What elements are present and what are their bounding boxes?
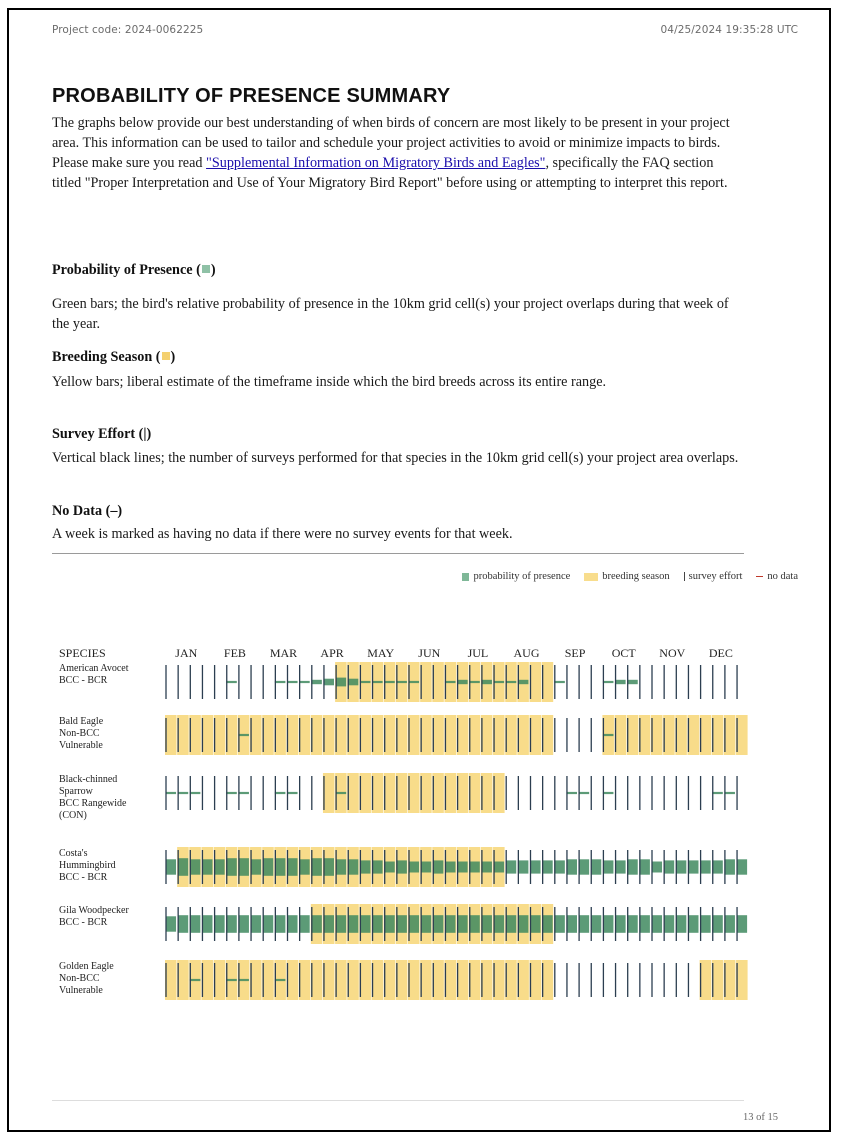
presence-bar	[566, 915, 577, 933]
species-name-line: Vulnerable	[59, 985, 103, 996]
breeding-cell	[359, 715, 371, 755]
breeding-cell	[457, 960, 469, 1000]
breeding-cell	[457, 773, 469, 813]
presence-bar	[469, 915, 480, 933]
species-name-line: Hummingbird	[59, 860, 116, 871]
presence-bar	[627, 915, 638, 933]
presence-bar	[530, 860, 541, 873]
species-name-1	[59, 716, 104, 751]
month-label-oct: OCT	[611, 646, 636, 660]
presence-bar	[226, 979, 237, 981]
presence-bar	[336, 792, 347, 794]
breeding-cell	[177, 715, 189, 755]
presence-bar	[178, 915, 189, 933]
presence-bar	[166, 859, 177, 874]
presence-bar	[688, 860, 699, 873]
breeding-cell	[299, 960, 311, 1000]
breeding-cell	[226, 715, 238, 755]
presence-bar	[652, 915, 663, 933]
presence-bar	[238, 858, 249, 876]
presence-bar	[506, 915, 517, 933]
breeding-cell	[493, 960, 505, 1000]
presence-bar	[688, 915, 699, 933]
breeding-cell	[384, 960, 396, 1000]
presence-bar	[287, 681, 298, 683]
presence-bar	[190, 915, 201, 933]
breeding-cell	[274, 715, 286, 755]
presence-bar	[445, 681, 456, 683]
presence-bar	[178, 792, 189, 794]
presence-bar	[481, 862, 492, 873]
breeding-cell	[201, 960, 213, 1000]
breeding-cell	[505, 715, 517, 755]
breeding-cell	[481, 960, 493, 1000]
presence-bar	[323, 915, 334, 933]
presence-bar	[591, 915, 602, 933]
presence-bar	[724, 915, 735, 933]
month-label-dec: DEC	[708, 646, 733, 660]
breeding-cell	[420, 662, 432, 702]
breeding-cell	[372, 773, 384, 813]
month-label-apr: APR	[320, 646, 344, 660]
breeding-cell	[530, 960, 542, 1000]
breeding-cell	[432, 773, 444, 813]
breeding-cell	[323, 715, 335, 755]
breeding-cell	[542, 960, 554, 1000]
breeding-cell	[505, 960, 517, 1000]
breeding-cell	[287, 960, 299, 1000]
presence-bar	[275, 681, 286, 683]
presence-bar	[396, 860, 407, 873]
presence-bar	[481, 915, 492, 933]
legend-breeding-label: breeding season	[602, 571, 670, 582]
breeding-cell	[493, 773, 505, 813]
presence-bar	[518, 860, 529, 873]
presence-bar	[737, 859, 748, 874]
breeding-cell	[651, 715, 663, 755]
presence-bar	[457, 680, 468, 684]
presence-bar	[494, 681, 505, 683]
presence-bar	[384, 681, 395, 683]
presence-bar	[409, 681, 420, 683]
breeding-cell	[481, 715, 493, 755]
presence-bar	[190, 792, 201, 794]
presence-bar	[615, 680, 626, 684]
breeding-cell	[639, 715, 651, 755]
presence-bar	[579, 859, 590, 874]
month-label-jan: JAN	[175, 646, 198, 660]
breeding-cell	[262, 715, 274, 755]
page-number: 13 of 15	[743, 1112, 778, 1123]
species-name-line: BCC - BCR	[59, 917, 108, 928]
breeding-cell	[372, 960, 384, 1000]
presence-bar	[469, 862, 480, 873]
breeding-cell	[493, 715, 505, 755]
species-name-line: Costa's	[59, 848, 88, 859]
presence-bar	[664, 860, 675, 873]
month-label-mar: MAR	[269, 646, 298, 660]
species-name-line: Vulnerable	[59, 740, 103, 751]
presence-bar	[712, 792, 723, 794]
survey-heading: Survey Effort (|)	[52, 426, 152, 442]
presence-bar	[542, 915, 553, 933]
species-name-line: Black-chinned	[59, 774, 118, 785]
breeding-cell	[262, 960, 274, 1000]
presence-bar	[627, 859, 638, 874]
presence-bar	[481, 680, 492, 684]
breeding-cell	[469, 773, 481, 813]
presence-bar	[360, 860, 371, 873]
supplemental-info-link[interactable]: "Supplemental Information on Migratory Birds and Eagles"	[206, 155, 546, 171]
breeding-cell	[177, 960, 189, 1000]
presence-bar	[700, 860, 711, 873]
presence-bar	[214, 859, 225, 874]
presence-bar	[275, 915, 286, 933]
species-name-line: Non-BCC	[59, 728, 100, 739]
month-label-nov: NOV	[659, 646, 686, 660]
presence-bar	[372, 860, 383, 873]
presence-bar	[676, 860, 687, 873]
breeding-cell	[432, 662, 444, 702]
presence-heading-close: )	[210, 262, 216, 278]
species-name-2	[59, 774, 127, 821]
breeding-cell	[627, 715, 639, 755]
breeding-cell	[420, 960, 432, 1000]
breeding-cell	[323, 960, 335, 1000]
breeding-heading-close: )	[170, 349, 176, 365]
presence-bar	[384, 862, 395, 873]
breeding-cell	[335, 715, 347, 755]
presence-bar	[494, 915, 505, 933]
breeding-cell	[542, 715, 554, 755]
species-name-line: BCC Rangewide	[59, 798, 127, 809]
legend-presence-label: probability of presence	[473, 571, 571, 582]
species-name-line: BCC - BCR	[59, 675, 108, 686]
presence-bar	[336, 678, 347, 687]
presence-bar	[178, 858, 189, 876]
breeding-cell	[481, 773, 493, 813]
presence-bar	[579, 792, 590, 794]
nodata-description: A week is marked as having no data if there were no survey events for that week.	[52, 526, 513, 542]
breeding-cell	[615, 715, 627, 755]
breeding-cell	[736, 715, 748, 755]
presence-bar	[166, 792, 177, 794]
species-name-3	[59, 848, 116, 883]
presence-bar	[190, 859, 201, 874]
presence-bar	[664, 915, 675, 933]
footer-divider	[52, 1100, 744, 1101]
breeding-cell	[189, 715, 201, 755]
presence-bar	[445, 862, 456, 873]
presence-bar	[615, 860, 626, 873]
presence-bar	[299, 859, 310, 874]
legend-survey-label: survey effort	[688, 571, 743, 582]
breeding-cell	[675, 715, 687, 755]
breeding-cell	[444, 960, 456, 1000]
presence-bar	[724, 859, 735, 874]
presence-bar	[323, 679, 334, 686]
presence-bar	[202, 915, 213, 933]
survey-description: Vertical black lines; the number of surveys performed for that species in the 10km grid cell(s) your project area overlaps.	[52, 450, 739, 466]
breeding-cell	[408, 960, 420, 1000]
presence-bar	[579, 915, 590, 933]
species-name-line: BCC - BCR	[59, 872, 108, 883]
breeding-cell	[250, 960, 262, 1000]
breeding-cell	[359, 773, 371, 813]
presence-bar	[238, 915, 249, 933]
species-name-line: Non-BCC	[59, 973, 100, 984]
presence-bar	[275, 858, 286, 876]
breeding-cell	[299, 715, 311, 755]
species-name-line: (CON)	[59, 810, 87, 821]
presence-bar	[409, 862, 420, 873]
month-label-sep: SEP	[564, 646, 586, 660]
breeding-cell	[700, 715, 712, 755]
breeding-cell	[250, 715, 262, 755]
breeding-cell	[444, 773, 456, 813]
breeding-cell	[408, 715, 420, 755]
breeding-cell	[335, 960, 347, 1000]
breeding-cell	[347, 715, 359, 755]
month-label-feb: FEB	[223, 646, 246, 660]
presence-bar	[214, 915, 225, 933]
presence-bar	[238, 734, 249, 736]
breeding-cell	[165, 715, 177, 755]
presence-bar	[396, 915, 407, 933]
breeding-cell	[444, 715, 456, 755]
presence-bar	[202, 859, 213, 874]
presence-bar	[360, 915, 371, 933]
presence-bar	[409, 915, 420, 933]
breeding-heading-text: Breeding Season (	[52, 349, 161, 365]
breeding-cell	[432, 960, 444, 1000]
breeding-cell	[201, 715, 213, 755]
breeding-cell	[384, 715, 396, 755]
presence-bar	[603, 792, 614, 794]
month-label-jul: JUL	[467, 646, 489, 660]
presence-bar	[554, 860, 565, 873]
presence-bar	[287, 792, 298, 794]
breeding-cell	[347, 960, 359, 1000]
breeding-cell	[165, 960, 177, 1000]
presence-bar	[615, 915, 626, 933]
presence-bar	[311, 858, 322, 876]
breeding-cell	[530, 715, 542, 755]
presence-bar	[190, 979, 201, 981]
presence-bar	[676, 915, 687, 933]
nodata-heading: No Data (–)	[52, 503, 123, 519]
presence-bar	[457, 862, 468, 873]
breeding-cell	[408, 773, 420, 813]
presence-bar	[506, 860, 517, 873]
breeding-cell	[663, 715, 675, 755]
presence-bar	[287, 915, 298, 933]
presence-bar	[226, 681, 237, 683]
presence-bar	[275, 979, 286, 981]
breeding-cell	[517, 715, 529, 755]
breeding-cell	[432, 715, 444, 755]
breeding-cell	[323, 773, 335, 813]
breeding-cell	[700, 960, 712, 1000]
breeding-cell	[724, 960, 736, 1000]
presence-bar	[251, 859, 262, 874]
breeding-cell	[420, 715, 432, 755]
breeding-cell	[396, 960, 408, 1000]
breeding-cell	[469, 715, 481, 755]
species-name-line: Golden Eagle	[59, 961, 114, 972]
presence-bar	[384, 915, 395, 933]
presence-bar	[348, 679, 359, 686]
species-name-0	[59, 663, 129, 686]
breeding-cell	[372, 715, 384, 755]
presence-bar	[506, 681, 517, 683]
presence-bar	[652, 862, 663, 873]
breeding-cell	[311, 715, 323, 755]
breeding-cell	[517, 960, 529, 1000]
presence-bar	[226, 915, 237, 933]
presence-bar	[469, 681, 480, 683]
breeding-cell	[469, 960, 481, 1000]
breeding-cell	[311, 960, 323, 1000]
presence-bar	[263, 858, 274, 876]
presence-bar	[421, 862, 432, 873]
presence-heading-text: Probability of Presence (	[52, 262, 201, 278]
breeding-cell	[542, 662, 554, 702]
presence-bar	[591, 859, 602, 874]
presence-bar	[518, 680, 529, 684]
page-title: PROBABILITY OF PRESENCE SUMMARY	[52, 85, 451, 107]
presence-bar	[396, 681, 407, 683]
presence-bar	[372, 681, 383, 683]
breeding-cell	[724, 715, 736, 755]
species-name-line: Gila Woodpecker	[59, 905, 129, 916]
presence-bar	[530, 915, 541, 933]
presence-bar	[603, 860, 614, 873]
breeding-cell	[359, 960, 371, 1000]
presence-bar	[603, 734, 614, 736]
breeding-cell	[396, 773, 408, 813]
presence-bar	[566, 792, 577, 794]
breeding-cell	[396, 715, 408, 755]
presence-bar	[336, 859, 347, 874]
presence-bar	[566, 859, 577, 874]
presence-bar	[542, 860, 553, 873]
presence-bar	[433, 915, 444, 933]
month-label-jun: JUN	[418, 646, 441, 660]
presence-bar	[299, 681, 310, 683]
breeding-cell	[420, 773, 432, 813]
presence-bar	[603, 681, 614, 683]
presence-bar	[348, 859, 359, 874]
breeding-cell	[687, 715, 699, 755]
presence-bar	[457, 915, 468, 933]
species-name-line: American Avocet	[59, 663, 129, 674]
project-code: Project code: 2024-0062225	[52, 24, 204, 36]
presence-bar	[494, 862, 505, 873]
presence-bar	[299, 915, 310, 933]
presence-bar	[712, 915, 723, 933]
presence-bar	[433, 860, 444, 873]
presence-bar	[336, 915, 347, 933]
species-name-5	[59, 961, 114, 996]
intro-text-after: , specifically the FAQ section titled "Proper Interpretation and Use of Your Migratory Bird Report" before using or attempting to interpret this report.	[52, 155, 728, 191]
presence-bar	[323, 858, 334, 876]
presence-bar	[737, 915, 748, 933]
presence-bar	[238, 792, 249, 794]
breeding-cell	[530, 662, 542, 702]
month-label-aug: AUG	[513, 646, 540, 660]
presence-bar	[372, 915, 383, 933]
presence-bar	[518, 915, 529, 933]
month-label-may: MAY	[367, 646, 395, 660]
presence-bar	[348, 915, 359, 933]
breeding-cell	[214, 715, 226, 755]
presence-bar	[287, 858, 298, 876]
presence-bar	[360, 681, 371, 683]
presence-bar	[166, 916, 177, 931]
presence-bar	[263, 915, 274, 933]
presence-bar	[226, 792, 237, 794]
species-name-line: Bald Eagle	[59, 716, 104, 727]
presence-bar	[554, 681, 565, 683]
presence-bar	[554, 915, 565, 933]
intro-text-before: The graphs below provide our best understanding of when birds of concern are most likely to be present in your project area. This information can be used to tailor and schedule your project activities to avoid or minimize impacts to birds. Please make sure you read	[52, 115, 730, 171]
presence-bar	[311, 680, 322, 684]
species-header: SPECIES	[59, 646, 106, 660]
presence-bar	[238, 979, 249, 981]
breeding-cell	[287, 715, 299, 755]
presence-bar	[226, 858, 237, 876]
presence-bar	[311, 915, 322, 933]
breeding-cell	[347, 773, 359, 813]
species-name-line: Sparrow	[59, 786, 93, 797]
presence-bar	[445, 915, 456, 933]
presence-bar	[712, 860, 723, 873]
breeding-cell	[384, 773, 396, 813]
presence-bar	[275, 792, 286, 794]
presence-bar	[639, 859, 650, 874]
presence-bar	[724, 792, 735, 794]
presence-bar	[421, 915, 432, 933]
breeding-cell	[457, 715, 469, 755]
legend-nodata-label: no data	[767, 571, 798, 582]
presence-bar	[251, 915, 262, 933]
presence-bar	[603, 915, 614, 933]
breeding-cell	[712, 715, 724, 755]
presence-bar	[700, 915, 711, 933]
presence-bar	[627, 680, 638, 684]
presence-bar	[639, 915, 650, 933]
breeding-cell	[214, 960, 226, 1000]
breeding-cell	[736, 960, 748, 1000]
breeding-cell	[712, 960, 724, 1000]
species-name-4	[59, 905, 129, 928]
report-timestamp: 04/25/2024 19:35:28 UTC	[660, 24, 798, 36]
breeding-description: Yellow bars; liberal estimate of the timeframe inside which the bird breeds across its entire range.	[52, 374, 607, 390]
presence-description: Green bars; the bird's relative probability of presence in the 10km grid cell(s) your project overlaps during that week of the year.	[52, 296, 729, 332]
